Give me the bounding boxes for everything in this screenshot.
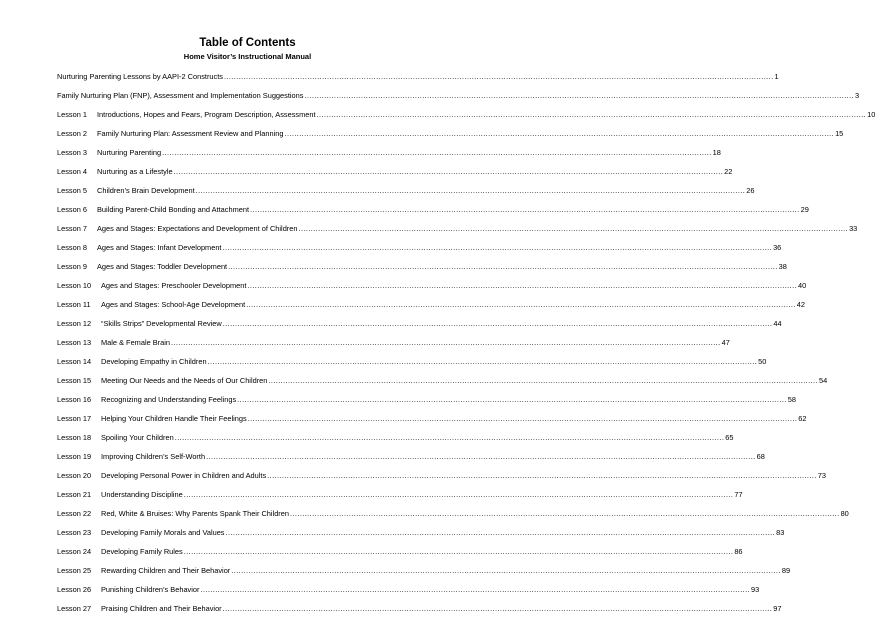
toc-entry-label: Developing Family Morals and Values xyxy=(101,528,225,537)
page-subtitle: Home Visitor’s Instructional Manual xyxy=(183,52,312,61)
toc-entry-label: Nurturing Parenting Lessons by AAPI-2 Constructs xyxy=(57,72,223,81)
toc-leader-dots xyxy=(247,280,797,291)
toc-entry-page: 68 xyxy=(756,452,765,461)
toc-leader-dots xyxy=(200,584,750,595)
toc-leader-dots xyxy=(267,470,817,481)
toc-leader-dots xyxy=(317,109,867,120)
toc-entry-number: Lesson 2 xyxy=(57,129,87,138)
toc-entry[interactable] xyxy=(57,603,782,614)
toc-entry-page: 58 xyxy=(787,395,796,404)
toc-entry-label: “Skills Strips” Developmental Review xyxy=(101,319,222,328)
toc-leader-dots xyxy=(226,527,776,538)
toc-entry-label: Developing Personal Power in Children and Adults xyxy=(101,471,267,480)
toc-entry-page: 33 xyxy=(849,224,858,233)
toc-entry-number: Lesson 12 xyxy=(57,319,92,328)
toc-leader-dots xyxy=(304,90,854,101)
toc-entry-number: Lesson 11 xyxy=(57,300,91,309)
toc-entry-number: Lesson 7 xyxy=(57,224,87,233)
toc-leader-dots xyxy=(223,603,773,614)
toc-entry[interactable] xyxy=(57,451,765,462)
toc-leader-dots xyxy=(228,261,778,272)
toc-entry-page: 62 xyxy=(798,414,807,423)
toc-entry[interactable] xyxy=(57,223,858,234)
toc-entry[interactable] xyxy=(57,147,721,158)
toc-entry-number: Lesson 13 xyxy=(57,338,92,347)
toc-entry-page: 54 xyxy=(818,376,828,385)
toc-entry-number: Lesson 21 xyxy=(57,490,92,499)
toc-entry-number: Lesson 23 xyxy=(57,528,92,537)
toc-entry-label: Family Nurturing Plan: Assessment Review and Planning xyxy=(97,129,284,138)
toc-leader-dots xyxy=(223,318,773,329)
toc-leader-dots xyxy=(184,546,734,557)
toc-entry-page: 38 xyxy=(778,262,787,271)
toc-entry-number: Lesson 3 xyxy=(57,148,87,157)
toc-entry-page: 3 xyxy=(855,91,860,100)
toc-leader-dots xyxy=(285,128,835,139)
toc-entry-number: Lesson 4 xyxy=(57,167,87,176)
toc-entry[interactable] xyxy=(57,527,785,538)
toc-entry-page: 83 xyxy=(776,528,785,537)
toc-leader-dots xyxy=(237,394,787,405)
toc-entry-page: 44 xyxy=(773,319,782,328)
page-title: Table of Contents xyxy=(199,37,296,49)
toc-entry[interactable] xyxy=(57,261,787,272)
toc-leader-dots xyxy=(246,299,796,310)
toc-leader-dots xyxy=(206,451,756,462)
toc-entry-number: Lesson 18 xyxy=(57,433,92,442)
toc-entry-number: Lesson 17 xyxy=(57,414,92,423)
toc-leader-dots xyxy=(250,204,800,215)
toc-entry[interactable] xyxy=(57,204,809,215)
toc-entry-number: Lesson 14 xyxy=(57,357,92,366)
toc-entry[interactable] xyxy=(57,90,860,101)
toc-entry-page: 65 xyxy=(725,433,734,442)
toc-entry-number: Lesson 26 xyxy=(57,585,92,594)
toc-entry-label: Developing Empathy in Children xyxy=(101,357,207,366)
toc-entry[interactable] xyxy=(57,109,875,120)
toc-entry[interactable] xyxy=(57,280,807,291)
toc-entry-label: Understanding Discipline xyxy=(101,490,183,499)
toc-entry[interactable] xyxy=(57,71,779,82)
toc-entry[interactable] xyxy=(57,337,730,348)
toc-entry-label: Ages and Stages: Preschooler Development xyxy=(101,281,247,290)
toc-entry-label: Developing Family Rules xyxy=(101,547,183,556)
toc-entry[interactable] xyxy=(57,242,782,253)
toc-entry-label: Improving Children’s Self-Worth xyxy=(101,452,206,461)
toc-entry-page: 18 xyxy=(712,148,721,157)
toc-entry-label: Building Parent-Child Bonding and Attachment xyxy=(97,205,250,214)
toc-leader-dots xyxy=(223,242,773,253)
toc-entry[interactable] xyxy=(57,413,807,424)
toc-entry-number: Lesson 27 xyxy=(57,604,92,613)
toc-entry-label: Spoiling Your Children xyxy=(101,433,174,442)
toc-leader-dots xyxy=(224,71,774,82)
toc-entry[interactable] xyxy=(57,128,844,139)
toc-leader-dots xyxy=(175,432,725,443)
toc-leader-dots xyxy=(171,337,721,348)
toc-entry-label: Red, White & Bruises: Why Parents Spank Their Children xyxy=(101,509,289,518)
toc-entry-label: Family Nurturing Plan (FNP), Assessment and Implementation Suggestions xyxy=(57,91,304,100)
toc-entry-page: 22 xyxy=(724,167,733,176)
toc-entry-page: 29 xyxy=(800,205,809,214)
toc-entry-page: 36 xyxy=(773,243,782,252)
toc-leader-dots xyxy=(268,375,818,386)
toc-entry[interactable] xyxy=(57,356,767,367)
toc-leader-dots xyxy=(196,185,746,196)
toc-entry-number: Lesson 24 xyxy=(57,547,92,556)
toc-entry[interactable] xyxy=(57,489,743,500)
toc-entry-label: Ages and Stages: Toddler Development xyxy=(97,262,228,271)
toc-entry[interactable] xyxy=(57,185,755,196)
toc-entry[interactable] xyxy=(57,470,826,481)
toc-entry-page: 10 xyxy=(867,110,875,119)
toc-entry-page: 15 xyxy=(835,129,844,138)
toc-leader-dots xyxy=(290,508,840,519)
toc-entry-page: 97 xyxy=(773,604,782,613)
toc-entry-page: 42 xyxy=(796,300,806,309)
toc-entry-label: Meeting Our Needs and the Needs of Our Children xyxy=(101,376,268,385)
toc-entry[interactable] xyxy=(57,546,743,557)
toc-entry[interactable] xyxy=(57,299,806,310)
toc-entry-label: Male & Female Brain xyxy=(101,338,171,347)
toc-entry-number: Lesson 8 xyxy=(57,243,87,252)
toc-entry-number: Lesson 19 xyxy=(57,452,92,461)
toc-entry-page: 89 xyxy=(781,566,791,575)
toc-entry-label: Nurturing Parenting xyxy=(97,148,162,157)
toc-entry-label: Ages and Stages: Expectations and Development of Children xyxy=(97,224,298,233)
toc-entry-label: Rewarding Children and Their Behavior xyxy=(101,566,231,575)
toc-entry-number: Lesson 25 xyxy=(57,566,92,575)
toc-entry-label: Recognizing and Understanding Feelings xyxy=(101,395,237,404)
toc-entry-page: 86 xyxy=(734,547,743,556)
toc-entry-page: 47 xyxy=(721,338,730,347)
toc-entry-number: Lesson 10 xyxy=(57,281,92,290)
toc-entry[interactable] xyxy=(57,508,849,519)
toc-leader-dots xyxy=(174,166,724,177)
toc-entry-label: Ages and Stages: School-Age Development xyxy=(101,300,246,309)
toc-entry[interactable] xyxy=(57,565,791,576)
toc-entry[interactable] xyxy=(57,375,828,386)
toc-leader-dots xyxy=(162,147,712,158)
toc-leader-dots xyxy=(299,223,849,234)
toc-entry-label: Introductions, Hopes and Fears, Program Description, Assessment xyxy=(97,110,316,119)
toc-leader-dots xyxy=(208,356,758,367)
toc-entry-number: Lesson 20 xyxy=(57,471,92,480)
toc-entry-label: Children’s Brain Development xyxy=(97,186,195,195)
toc-entry-number: Lesson 5 xyxy=(57,186,87,195)
toc-entry[interactable] xyxy=(57,432,734,443)
toc-entry-label: Punishing Children’s Behavior xyxy=(101,585,200,594)
toc-leader-dots xyxy=(231,565,781,576)
toc-entry-page: 26 xyxy=(746,186,755,195)
toc-entry-number: Lesson 16 xyxy=(57,395,92,404)
toc-entry[interactable] xyxy=(57,394,796,405)
toc-entry-page: 93 xyxy=(751,585,760,594)
toc-entry-page: 73 xyxy=(817,471,826,480)
toc-entry-page: 80 xyxy=(840,509,849,518)
toc-entry[interactable] xyxy=(57,166,733,177)
toc-entry-label: Nurturing as a Lifestyle xyxy=(97,167,173,176)
toc-entry-label: Helping Your Children Handle Their Feelings xyxy=(101,414,247,423)
toc-entry-label: Ages and Stages: Infant Development xyxy=(97,243,222,252)
toc-entry-number: Lesson 9 xyxy=(57,262,87,271)
toc-entry-page: 1 xyxy=(774,72,779,81)
toc-entry-page: 40 xyxy=(798,281,807,290)
toc-entry-number: Lesson 1 xyxy=(57,110,87,119)
toc-entry-number: Lesson 15 xyxy=(57,376,92,385)
toc-entry[interactable] xyxy=(57,318,782,329)
toc-entry-number: Lesson 6 xyxy=(57,205,87,214)
toc-entry-page: 50 xyxy=(758,357,767,366)
toc-leader-dots xyxy=(248,413,798,424)
toc-entry-number: Lesson 22 xyxy=(57,509,92,518)
toc-entry-label: Praising Children and Their Behavior xyxy=(101,604,222,613)
toc-leader-dots xyxy=(184,489,734,500)
toc-entry-page: 77 xyxy=(734,490,743,499)
toc-entry[interactable] xyxy=(57,584,760,595)
